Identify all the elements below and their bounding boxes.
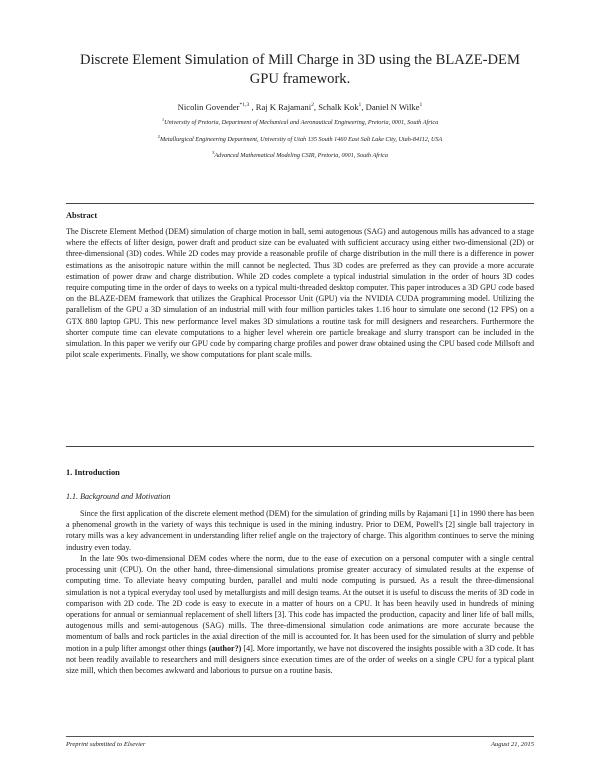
author-separator: , — [361, 102, 366, 112]
abstract-top-rule — [66, 203, 534, 204]
author-name: Schalk Kok — [318, 102, 359, 112]
author-affiliation-mark: *1,3 — [239, 102, 250, 109]
affiliation-text: University of Pretoria, Department of Mechanical and Aeronautical Engineering, Pretoria, 0001, South Africa — [164, 119, 439, 126]
footer-date: August 21, 2015 — [490, 741, 534, 748]
body-paragraph — [66, 553, 534, 676]
affiliation — [40, 151, 560, 160]
paragraph-text: In the late 90s two-dimensional DEM codes where the norm, due to the ease of execution on a personal computer with a single central processing unit (CPU). On the other hand, three-dimensional simulations promise greater accuracy of simulated results at the expense of computing time. To alleviate heavy computing burden, parallel and multi node computing is pursued. As a result the three-dimensional simulation is not a typical everyday tool used by metallurgists and mill design teams. At the outset it is useful to discuss the merits of 3D code in comparison with 2D code. The 2D code is easy to execute in a matter of hours on a CPU. It has been heavily used in hundreds of mining operations for annual or semiannual replacement of shell lifters [3]. This code has impacted the production, capacity and liner life of ball mills, autogenous mills and semi-autogenous (SAG) mills. The three-dimensional simulation code animations are more accurate because the momentum of balls and rock particles in the axial direction of the mill is accounted for. It has been used for the simulation of slurry and pebble motion in a pulp lifter amongst other things — [66, 554, 534, 653]
author-affiliation-mark: 1 — [358, 102, 362, 109]
affiliation-mark: 1 — [161, 116, 165, 122]
subsection-heading: 1.1. Background and Motivation — [66, 492, 171, 501]
author-name: Raj K Rajamani — [255, 102, 312, 112]
author-separator: , — [313, 102, 319, 112]
affiliation — [40, 135, 560, 144]
affiliation — [40, 118, 560, 127]
author-query-mark: (author?) — [208, 643, 242, 653]
abstract-bottom-rule — [66, 446, 534, 447]
author-name: Nicolin Govender — [177, 102, 240, 112]
body-paragraph: Since the first application of the discrete element method (DEM) for the simulation of grinding mills by Rajamani [1] in 1990 there has been a phenomenal growth in the variety of ways this technique is used in the mining industry. Prior to DEM, Powell's [2] single ball trajectory in rotary mills was a key advancement in understanding lifter relief angle on the trajectory of charge. This algorithm continues to serve the mining industry even today. — [66, 509, 534, 552]
abstract-text: The Discrete Element Method (DEM) simulation of charge motion in ball, semi autogenous (SAG) and autogenous mills has advanced to a stage where the effects of lifter design, power draft and product size can be evaluated with sufficient accuracy using either two-dimensional (2D) or three-dimensional (3D) codes. While 2D codes may provide a reasonable profile of charge distribution in the mill there is a difference in power estimations as the anisotropic nature within the mill cannot be neglected. Thus 3D codes are preferred as they can provide a more accurate estimation of power draw and charge distribution. While 2D codes complete a typical industrial simulation in the order of hours 3D codes require computing time in the order of days to weeks on a typical multi-threaded desktop computer. This paper introduces a 3D GPU code based on the BLAZE-DEM framework that utilizes the Graphical Processor Unit (GPU) via the NVIDIA CUDA programming model. Utilizing the parallelism of the GPU a 3D simulation of an industrial mill with four million particles takes 1.16 hour to simulate one second (12 FPS) on a GTX 880 laptop GPU. This new performance level makes 3D simulations a routine task for mill designers and researchers. Furthermore the shorter compute time can elevate computations to a higher level wherein ore particle breakage and slurry transport can be included in the simulation. In this paper we verify our GPU code by comparing charge profiles and power draw obtained using the CPU based code Millsoft and pilot scale experiments. Finally, we show computations for plant scale mills. — [66, 227, 534, 360]
affiliation-mark: 3 — [212, 149, 215, 155]
footer-rule — [66, 736, 534, 737]
paragraph-text: [4]. More importantly, we have not discovered the insights possible with a 3D code. It has not been readily available to researchers and mill designers since execution times are of the order of weeks on a single CPU for a typical plant size mill, which then becomes awkward and laborious to pursue on a routine basis. — [66, 643, 534, 676]
author-name: Daniel N Wilke — [365, 102, 420, 112]
abstract-heading: Abstract — [66, 211, 98, 220]
author-separator: , — [249, 102, 256, 112]
author-list — [60, 101, 540, 113]
affiliation-mark: 2 — [157, 133, 160, 139]
affiliation-text: Metallurgical Engineering Department, University of Utah 135 South 1460 East Salt Lake City, Utah-84112, USA — [159, 136, 443, 143]
author-affiliation-mark: 1 — [419, 102, 423, 109]
section-heading: 1. Introduction — [66, 468, 120, 477]
preprint-note: Preprint submitted to Elsevier — [66, 741, 146, 748]
paper-title: Discrete Element Simulation of Mill Charge in 3D using the BLAZE-DEM GPU framework. — [80, 52, 520, 87]
author-affiliation-mark: 2 — [311, 102, 314, 109]
affiliation-text: Advanced Mathematical Modeling CSIR, Pretoria, 0001, South Africa — [214, 152, 388, 159]
